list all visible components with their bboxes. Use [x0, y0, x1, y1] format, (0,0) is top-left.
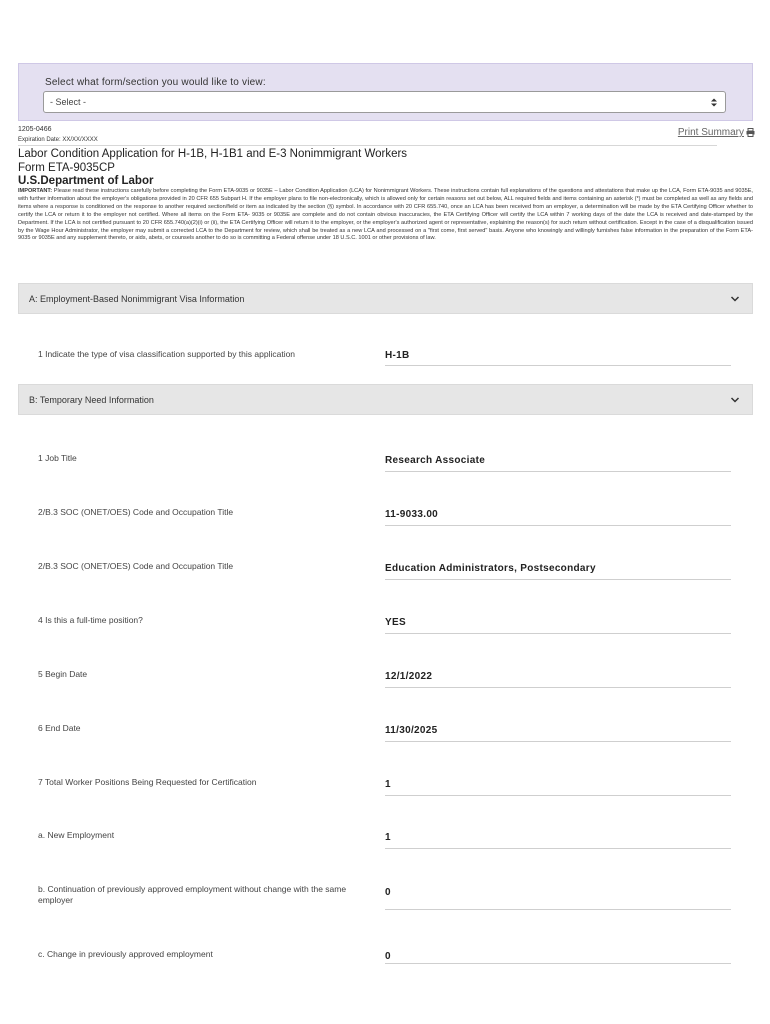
- field-label: 2/B.3 SOC (ONET/OES) Code and Occupation Title: [38, 507, 234, 517]
- section-a-header[interactable]: [18, 283, 753, 314]
- field-value: 12/1/2022: [385, 671, 433, 682]
- field-value: 0: [385, 951, 391, 962]
- field-underline: [385, 365, 731, 366]
- field-value: YES: [385, 617, 406, 628]
- field-underline: [385, 687, 731, 688]
- field-underline: [385, 525, 731, 526]
- field-label: 1 Job Title: [38, 453, 77, 463]
- field-label: a. New Employment: [38, 830, 115, 840]
- important-notice: [18, 188, 753, 243]
- important-label: IMPORTANT:: [18, 188, 53, 194]
- agency-name: U.S.Department of Labor: [18, 175, 154, 187]
- field-underline: [385, 848, 731, 849]
- field-underline: [385, 579, 731, 580]
- field-label: b. Continuation of previously approved employment without change with the same employer: [38, 884, 347, 905]
- field-value: H-1B: [385, 350, 410, 361]
- field-underline: [385, 741, 731, 742]
- form-number: Form ETA-9035CP: [18, 162, 115, 174]
- field-underline: [385, 633, 731, 634]
- important-text: Please read these instructions carefully before completing the Form ETA-9035 or 9035E – Labor Condition Application (LCA) for Nonimmigrant Workers. These instructions contain full explanations of the questions and attestations that make up the LCA, Form ETA-9035 and 9035E, with further information about the employer's obligations provided in 20 CFR 655 Subpart H. If the employer plans to file non-electronically, which is allowed only for certain reasons set out below, ALL required fields and items containing an asterisk (*) must be completed as well as any fields and items where a response is conditioned on the response to another required section/field or item as indicated by the section (§) symbol. In accordance with 20 CFR 655.740, once an LCA has been received from an employer, a determination will be made by the ETA Certifying Officer whether to certify the LCA or return it to the employer not certified. Where all items on the Form ETA- 9035 or 9035E are complete and do not contain obvious inaccuracies, the ETA Certifying Officer will certify the LCA within 7 working days of the date the LCA is received and date-stamped by the Department. If the LCA is not certified pursuant to 20 CFR 655.740(a)(2)(i) or (ii), the ETA Certifying Officer will return it to the employer, or the employer's authorized agent or representative, explaining the reason(s) for such return without certification. Except in the case of a disqualification issued by the Wage Hour Administrator, the employer may submit a corrected LCA to the Department for review, which shall be treated as a new LCA and processed on a "first come, first served" basis. Anyone who knowingly and willingly furnishes false information in the preparation of the Form ETA- 9035 or 9035E and any supplement thereto, or aids, abets, or counsels another to do so is committing a Federal offense under 18 U.S.C. 1001 or other provisions of law.: [18, 188, 753, 242]
- field-label: 7 Total Worker Positions Being Requested for Certification: [38, 777, 257, 787]
- page-title: Labor Condition Application for H-1B, H-1B1 and E-3 Nonimmigrant Workers: [18, 148, 408, 160]
- omb-number: 1205-0466: [18, 126, 52, 133]
- field-value: 0: [385, 887, 391, 898]
- print-summary-label: Print Summary: [677, 127, 744, 138]
- section-a-title: A: Employment-Based Nonimmigrant Visa Information: [29, 294, 245, 304]
- field-label: c. Change in previously approved employment: [38, 949, 213, 959]
- printer-icon: [746, 128, 755, 137]
- field-value: Education Administrators, Postsecondary: [385, 563, 596, 574]
- field-underline: [385, 909, 731, 910]
- section-b-title: B: Temporary Need Information: [29, 395, 154, 405]
- select-value: - Select -: [50, 97, 87, 107]
- chevron-down-icon: [730, 295, 740, 303]
- field-label: 2/B.3 SOC (ONET/OES) Code and Occupation Title: [38, 561, 234, 571]
- field-value: 1: [385, 779, 391, 790]
- form-section-selector-panel: [18, 63, 753, 121]
- field-label: 4 Is this a full-time position?: [38, 615, 143, 625]
- chevron-down-icon: [730, 396, 740, 404]
- header-divider: [18, 145, 717, 146]
- field-underline: [385, 471, 731, 472]
- field-underline: [385, 795, 731, 796]
- field-value: 11-9033.00: [385, 509, 439, 520]
- field-underline: [385, 963, 731, 964]
- print-summary-link[interactable]: [678, 127, 755, 138]
- field-label: 5 Begin Date: [38, 669, 88, 679]
- selector-label: Select what form/section you would like to view:: [45, 77, 266, 88]
- select-caret-icon: [710, 97, 718, 108]
- field-label: 1 Indicate the type of visa classification supported by this application: [38, 349, 296, 359]
- field-label: 6 End Date: [38, 723, 81, 733]
- expiration-date: Expiration Date: XX/XX/XXXX: [18, 137, 98, 143]
- form-section-select[interactable]: [43, 91, 726, 113]
- section-b-header[interactable]: [18, 384, 753, 415]
- field-value: 1: [385, 832, 391, 843]
- field-value: 11/30/2025: [385, 725, 438, 736]
- field-value: Research Associate: [385, 455, 486, 466]
